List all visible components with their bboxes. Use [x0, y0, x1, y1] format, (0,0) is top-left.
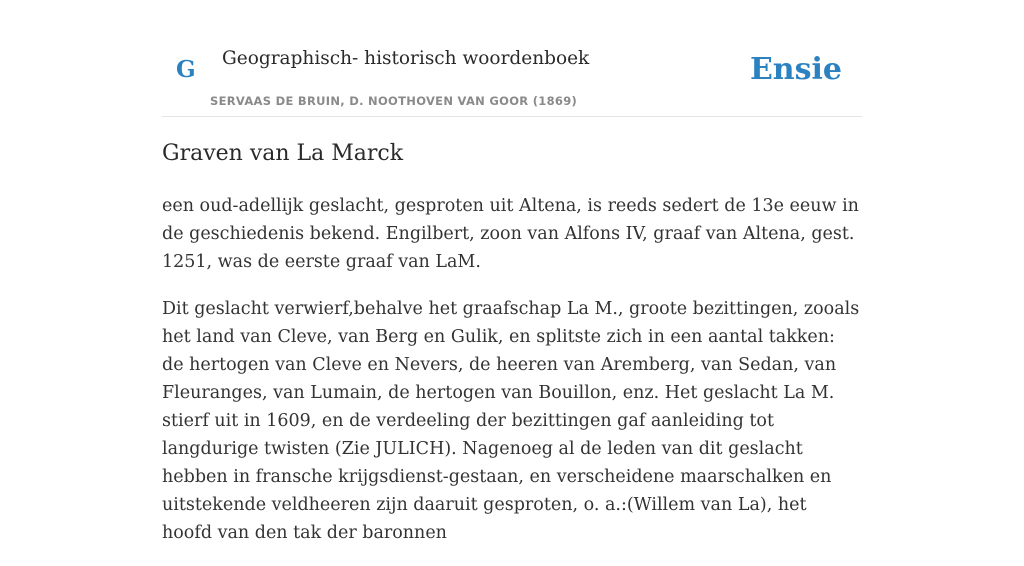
book-header	[162, 0, 862, 117]
entry-paragraph: Dit geslacht verwierf,behalve het graafschap La M., groote bezittingen, zooals het land van Cleve, van Berg en Gulik, en splitste zich in een aantal takken: de hertogen van Cleve en Nevers, de heeren van Aremberg, van Sedan, van Fleuranges, van Lumain, de hertogen van Bouillon, enz. Het geslacht La M. stierf uit in 1609, en de verdeeling der bezittingen gaf aanleiding tot langdurige twisten (Zie JULICH). Nagenoeg al de leden van dit geslacht hebben in fransche krijgsdienst-gestaan, en verscheidene maarschalken en uitstekende veldheeren zijn daaruit gesproten, o. a.:(Willem van La), het hoofd van den tak der baronnen	[162, 299, 860, 543]
book-title-link[interactable]: Geographisch- historisch woordenboek	[222, 48, 590, 69]
entry-body	[162, 192, 862, 566]
book-authors: SERVAAS DE BRUIN, D. NOOTHOVEN VAN GOOR (1869)	[210, 94, 578, 108]
book-letter-icon[interactable]: G	[176, 56, 196, 83]
entry-title: Graven van La Marck	[162, 141, 404, 166]
entry-paragraph: een oud-adellijk geslacht, gesproten uit Altena, is reeds sedert de 13e eeuw in de geschiedenis bekend. Engilbert, zoon van Alfons IV, graaf van Altena, gest. 1251, was de eerste graaf van LaM.	[162, 196, 859, 272]
ensie-logo-link[interactable]: Ensie	[749, 52, 842, 87]
